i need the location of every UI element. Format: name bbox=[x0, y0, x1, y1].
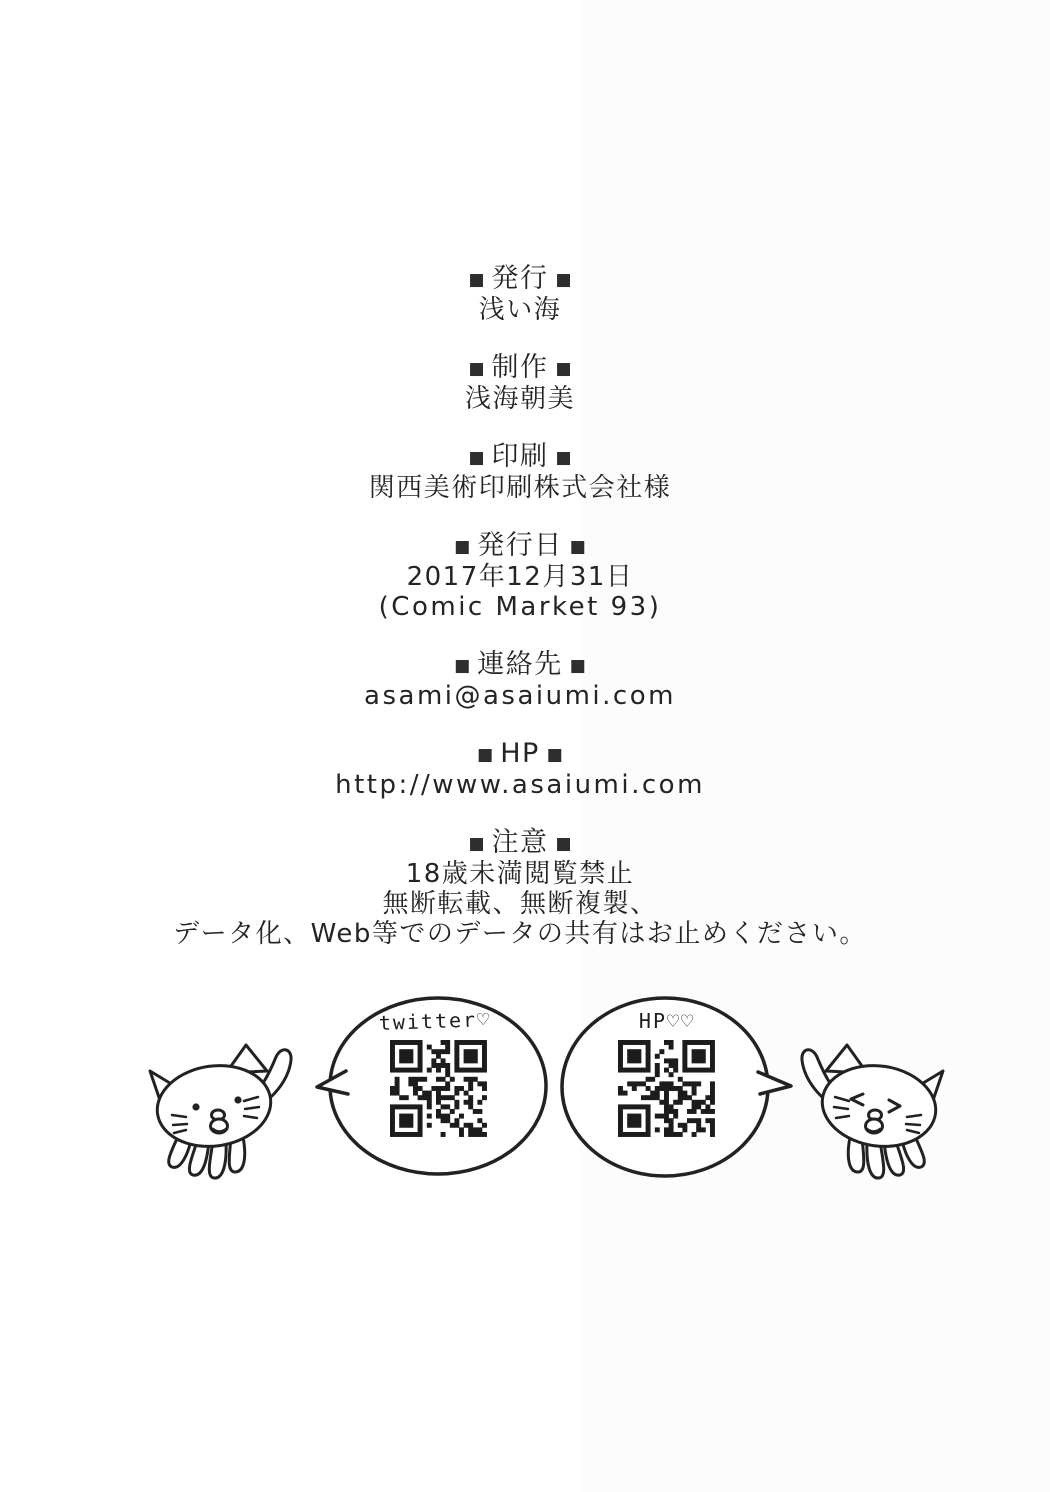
section-heading bbox=[0, 264, 1040, 295]
square-bullet-icon: ■ bbox=[454, 537, 471, 557]
square-bullet-icon: ■ bbox=[454, 656, 471, 676]
section-line: 2017年12月31日 bbox=[406, 562, 634, 592]
square-bullet-icon: ■ bbox=[468, 270, 485, 290]
square-bullet-icon: ■ bbox=[546, 745, 563, 765]
bubble-tail bbox=[758, 1072, 791, 1094]
heading-text: 注意 bbox=[491, 827, 549, 858]
section-line: データ化、Web等でのデータの共有はお止めください。 bbox=[173, 919, 867, 949]
section-line: 関西美術印刷株式会社様 bbox=[368, 473, 672, 503]
section-homepage bbox=[0, 739, 1040, 800]
section-publish-date bbox=[0, 531, 1040, 622]
square-bullet-icon: ■ bbox=[569, 537, 586, 557]
section-heading bbox=[0, 531, 1040, 562]
section-heading bbox=[0, 828, 1040, 859]
heading-text: 発行 bbox=[491, 263, 549, 294]
section-line: (Comic Market 93) bbox=[378, 592, 662, 622]
square-bullet-icon: ■ bbox=[555, 834, 572, 854]
section-notice bbox=[0, 828, 1040, 949]
cat-squid-right bbox=[802, 1045, 943, 1178]
qr-label-hp: HP♡♡ bbox=[638, 1009, 696, 1033]
heading-text: 制作 bbox=[491, 352, 549, 383]
square-bullet-icon: ■ bbox=[468, 359, 485, 379]
speech-bubble-twitter bbox=[317, 998, 546, 1174]
homepage-url: http://www.asaiumi.com bbox=[335, 770, 705, 800]
qr-label-twitter: twitter♡ bbox=[378, 1007, 492, 1035]
square-bullet-icon: ■ bbox=[555, 359, 572, 379]
square-bullet-icon: ■ bbox=[468, 448, 485, 468]
section-heading bbox=[0, 739, 1040, 770]
section-publisher bbox=[0, 264, 1040, 325]
square-bullet-icon: ■ bbox=[555, 448, 572, 468]
cat-eye bbox=[234, 1096, 241, 1103]
speech-bubble-hp bbox=[562, 998, 791, 1176]
heading-text: HP bbox=[500, 738, 540, 769]
section-printing bbox=[0, 442, 1040, 503]
cat-squid-left bbox=[150, 1045, 291, 1178]
section-heading bbox=[0, 353, 1040, 384]
section-line: 18歳未満閲覧禁止 bbox=[405, 859, 635, 889]
section-production bbox=[0, 353, 1040, 414]
section-heading bbox=[0, 442, 1040, 473]
heading-text: 連絡先 bbox=[477, 649, 563, 680]
square-bullet-icon: ■ bbox=[555, 270, 572, 290]
section-line: 浅海朝美 bbox=[464, 384, 575, 414]
section-heading bbox=[0, 650, 1040, 681]
section-contact bbox=[0, 650, 1040, 711]
cat-eye bbox=[192, 1103, 199, 1110]
section-line: 浅い海 bbox=[478, 295, 562, 325]
square-bullet-icon: ■ bbox=[477, 745, 494, 765]
contact-email: asami@asaiumi.com bbox=[364, 681, 676, 711]
square-bullet-icon: ■ bbox=[468, 834, 485, 854]
colophon-text-block bbox=[0, 264, 1040, 977]
heading-text: 印刷 bbox=[491, 441, 549, 472]
section-line: 無断転載、無断複製、 bbox=[382, 889, 658, 919]
square-bullet-icon: ■ bbox=[569, 656, 586, 676]
heading-text: 発行日 bbox=[477, 530, 563, 561]
footer-illustration bbox=[0, 960, 1050, 1290]
